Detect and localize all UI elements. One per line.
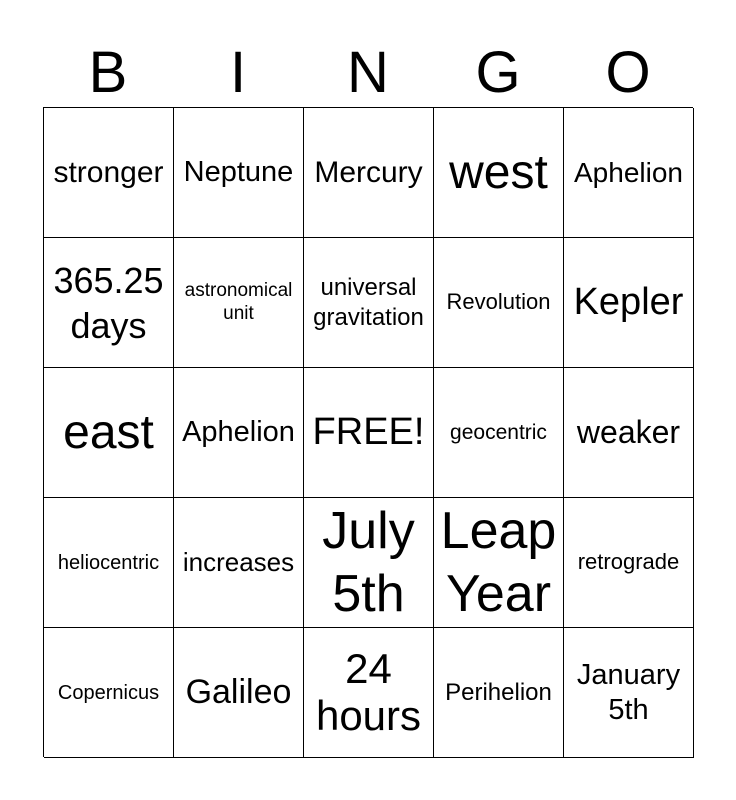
bingo-cell[interactable] (564, 498, 694, 628)
bingo-board (43, 107, 693, 757)
bingo-cell[interactable] (434, 108, 564, 238)
header-letter-i: I (229, 40, 247, 105)
cell-text: increases (182, 546, 295, 577)
bingo-cell[interactable] (174, 498, 304, 628)
cell-text: Mercury (314, 155, 423, 189)
bingo-cell[interactable] (304, 498, 434, 628)
bingo-cell[interactable] (564, 368, 694, 498)
cell-text: universal gravitation (313, 273, 424, 331)
cell-text: Aphelion (182, 416, 295, 449)
bingo-cell[interactable] (564, 238, 694, 368)
cell-text: weaker (576, 414, 681, 451)
bingo-cell[interactable] (564, 628, 694, 758)
bingo-cell[interactable] (434, 238, 564, 368)
cell-text: east (63, 405, 154, 459)
cell-text: Galileo (185, 673, 292, 712)
bingo-cell[interactable] (304, 108, 434, 238)
cell-text: FREE! (312, 410, 425, 453)
bingo-cell[interactable] (304, 368, 434, 498)
bingo-cell[interactable] (174, 238, 304, 368)
bingo-cell[interactable] (44, 628, 174, 758)
bingo-cell[interactable] (44, 368, 174, 498)
cell-text: Kepler (573, 280, 684, 323)
cell-text: heliocentric (57, 551, 160, 574)
bingo-cell[interactable] (174, 108, 304, 238)
bingo-cell[interactable] (174, 368, 304, 498)
bingo-cell[interactable] (44, 498, 174, 628)
cell-text: Revolution (446, 289, 551, 315)
cell-text: Copernicus (57, 681, 160, 704)
bingo-cell[interactable] (434, 628, 564, 758)
header-letter-b: B (88, 40, 128, 105)
bingo-cell[interactable] (304, 628, 434, 758)
bingo-cell[interactable] (44, 238, 174, 368)
bingo-cell[interactable] (434, 498, 564, 628)
bingo-cell[interactable] (564, 108, 694, 238)
cell-text: Aphelion (574, 156, 683, 188)
cell-text: Leap Year (440, 502, 557, 623)
bingo-header (43, 40, 693, 106)
cell-text: west (449, 145, 548, 199)
cell-text: 365.25 days (53, 259, 164, 346)
cell-text: stronger (53, 155, 164, 189)
cell-text: January 5th (576, 658, 681, 726)
header-letter-g: G (475, 40, 521, 105)
header-letter-n: N (347, 40, 389, 105)
cell-text: Neptune (183, 156, 294, 189)
bingo-cell[interactable] (174, 628, 304, 758)
header-letter-o: O (605, 40, 651, 105)
bingo-cell[interactable] (44, 108, 174, 238)
cell-text: retrograde (577, 549, 680, 575)
cell-text: July 5th (322, 502, 415, 623)
cell-text: Perihelion (445, 678, 552, 706)
cell-text: 24 hours (315, 645, 422, 739)
cell-text: geocentric (450, 420, 547, 444)
cell-text: astronomical unit (184, 279, 293, 324)
bingo-cell[interactable] (304, 238, 434, 368)
bingo-cell[interactable] (434, 368, 564, 498)
